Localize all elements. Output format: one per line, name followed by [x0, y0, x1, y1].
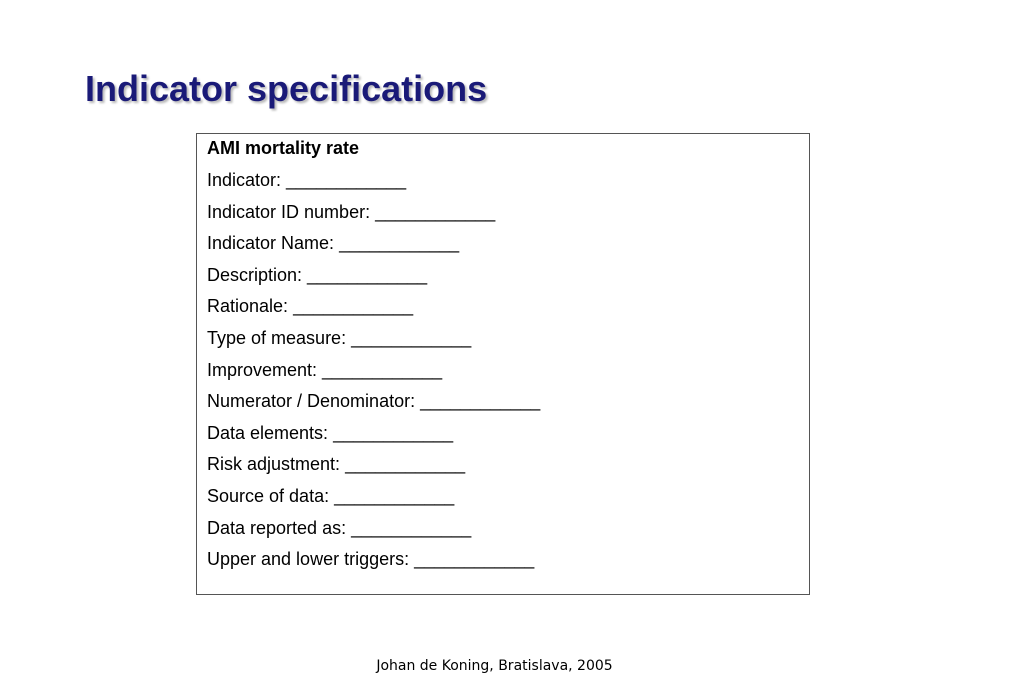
field-source-of-data [207, 485, 540, 517]
field-upper-lower-triggers [207, 548, 540, 580]
field-data-reported-as [207, 517, 540, 549]
field-blank: ____________ [286, 170, 407, 190]
field-label: Indicator Name: [207, 233, 335, 254]
field-blank: ____________ [375, 201, 496, 222]
field-blank: ____________ [414, 549, 535, 570]
field-list [207, 169, 540, 580]
field-label: Upper and lower triggers: [207, 549, 410, 570]
field-label: Data elements: [207, 422, 329, 443]
field-data-elements [207, 422, 540, 454]
field-indicator-name [207, 232, 540, 264]
field-indicator [207, 169, 540, 201]
field-improvement [207, 359, 540, 391]
field-label: Type of measure: [207, 327, 347, 348]
field-label: Numerator / Denominator: [207, 391, 416, 412]
field-blank: ____________ [307, 264, 428, 285]
field-blank: ____________ [420, 391, 541, 412]
field-label: Description: [207, 264, 303, 285]
field-label: Source of data: [207, 485, 330, 506]
field-label: Indicator ID number: [207, 201, 371, 222]
field-blank: ____________ [322, 359, 443, 380]
indicator-spec-box [196, 133, 810, 595]
spec-heading: AMI mortality rate [207, 138, 360, 158]
field-blank: ____________ [339, 233, 460, 254]
field-label: Rationale: [207, 296, 289, 317]
field-label: Improvement: [207, 359, 318, 380]
field-blank: ____________ [351, 517, 472, 538]
field-blank: ____________ [293, 296, 414, 317]
field-indicator-id-number [207, 201, 540, 233]
field-label: Indicator: [207, 170, 282, 190]
field-description [207, 264, 540, 296]
field-blank: ____________ [345, 454, 466, 475]
field-blank: ____________ [334, 485, 455, 506]
slide-footer [0, 657, 1023, 675]
footer-text: Johan de Koning, Bratislava, 2005 [376, 658, 613, 674]
field-blank: ____________ [351, 327, 472, 348]
field-type-of-measure [207, 327, 540, 359]
field-numerator-denominator [207, 390, 540, 422]
field-risk-adjustment [207, 453, 540, 485]
field-rationale [207, 295, 540, 327]
field-blank: ____________ [333, 422, 454, 443]
field-label: Data reported as: [207, 517, 347, 538]
slide-title: Indicator specifications [85, 68, 488, 109]
field-label: Risk adjustment: [207, 454, 341, 475]
